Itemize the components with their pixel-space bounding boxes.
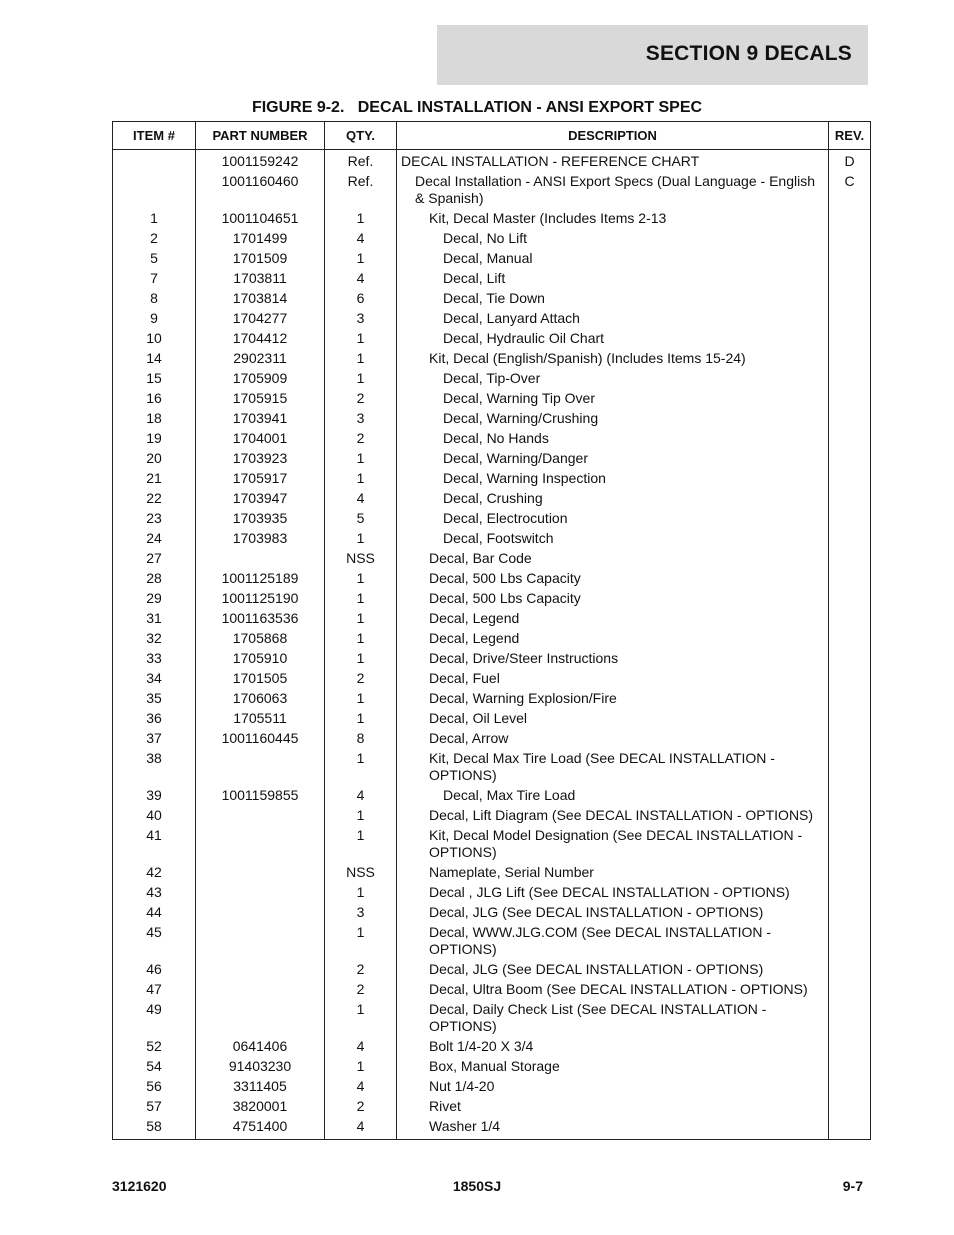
rev-cell — [829, 570, 871, 590]
rev-cell — [829, 630, 871, 650]
table-row — [113, 827, 871, 864]
description-cell: Nut 1/4-20 — [397, 1078, 829, 1098]
footer-model: 1850SJ — [452, 1178, 502, 1194]
qty-cell: 1 — [325, 750, 397, 787]
part-number-cell: 1001125190 — [196, 590, 325, 610]
table-row — [113, 730, 871, 750]
description-cell: Decal, JLG (See DECAL INSTALLATION - OPTIONS) — [397, 904, 829, 924]
qty-cell: 1 — [325, 330, 397, 350]
table-row — [113, 650, 871, 670]
qty-cell: 1 — [325, 350, 397, 370]
table-row — [113, 1078, 871, 1098]
part-number-cell: 1701505 — [196, 670, 325, 690]
item-cell: 2 — [113, 230, 196, 250]
table-row — [113, 1098, 871, 1118]
rev-cell — [829, 650, 871, 670]
part-number-cell: 1703935 — [196, 510, 325, 530]
rev-cell — [829, 430, 871, 450]
description-cell: Nameplate, Serial Number — [397, 864, 829, 884]
qty-cell: 5 — [325, 510, 397, 530]
qty-cell: 1 — [325, 884, 397, 904]
table-row — [113, 173, 871, 210]
item-cell: 15 — [113, 370, 196, 390]
qty-cell: 1 — [325, 570, 397, 590]
qty-cell: Ref. — [325, 173, 397, 210]
item-cell: 47 — [113, 981, 196, 1001]
description-cell: Box, Manual Storage — [397, 1058, 829, 1078]
table-row — [113, 590, 871, 610]
qty-cell: 2 — [325, 1098, 397, 1118]
description-cell: Decal, Lift — [397, 270, 829, 290]
table-row — [113, 630, 871, 650]
qty-cell: 3 — [325, 410, 397, 430]
item-cell: 31 — [113, 610, 196, 630]
table-row — [113, 750, 871, 787]
rev-cell — [829, 530, 871, 550]
qty-cell: NSS — [325, 550, 397, 570]
rev-cell — [829, 750, 871, 787]
item-cell: 41 — [113, 827, 196, 864]
item-cell: 37 — [113, 730, 196, 750]
rev-cell — [829, 290, 871, 310]
description-cell: Decal, No Lift — [397, 230, 829, 250]
qty-cell: 2 — [325, 390, 397, 410]
table-row — [113, 710, 871, 730]
part-number-cell: 2902311 — [196, 350, 325, 370]
rev-cell — [829, 670, 871, 690]
part-number-cell: 1703983 — [196, 530, 325, 550]
rev-cell — [829, 904, 871, 924]
part-number-cell: 1001159855 — [196, 787, 325, 807]
part-number-cell: 1704412 — [196, 330, 325, 350]
qty-cell: 4 — [325, 230, 397, 250]
item-cell: 28 — [113, 570, 196, 590]
description-cell: Decal, Oil Level — [397, 710, 829, 730]
table-row — [113, 330, 871, 350]
part-number-cell — [196, 961, 325, 981]
description-cell: Rivet — [397, 1098, 829, 1118]
rev-cell — [829, 961, 871, 981]
parts-table-body — [113, 150, 871, 1140]
table-row — [113, 270, 871, 290]
part-number-cell: 1001163536 — [196, 610, 325, 630]
part-number-cell — [196, 904, 325, 924]
part-number-cell — [196, 750, 325, 787]
item-cell — [113, 173, 196, 210]
table-row — [113, 904, 871, 924]
description-cell: Kit, Decal (English/Spanish) (Includes Items 15-24) — [397, 350, 829, 370]
table-row — [113, 430, 871, 450]
rev-cell — [829, 1098, 871, 1118]
table-row — [113, 1038, 871, 1058]
item-cell: 32 — [113, 630, 196, 650]
part-number-cell — [196, 807, 325, 827]
qty-cell: 4 — [325, 270, 397, 290]
item-cell: 21 — [113, 470, 196, 490]
description-cell: Decal, 500 Lbs Capacity — [397, 590, 829, 610]
parts-table — [112, 121, 871, 1140]
qty-cell: 1 — [325, 610, 397, 630]
rev-cell — [829, 730, 871, 750]
table-row — [113, 1118, 871, 1140]
rev-cell — [829, 787, 871, 807]
qty-cell: 3 — [325, 310, 397, 330]
rev-cell — [829, 981, 871, 1001]
column-header-part-number: PART NUMBER — [196, 122, 325, 150]
table-row — [113, 807, 871, 827]
qty-cell: NSS — [325, 864, 397, 884]
part-number-cell — [196, 1001, 325, 1038]
table-row — [113, 981, 871, 1001]
qty-cell: 1 — [325, 1001, 397, 1038]
rev-cell — [829, 610, 871, 630]
qty-cell: 2 — [325, 961, 397, 981]
item-cell — [113, 150, 196, 174]
qty-cell: 8 — [325, 730, 397, 750]
part-number-cell: 1705910 — [196, 650, 325, 670]
part-number-cell: 1703814 — [196, 290, 325, 310]
table-row — [113, 961, 871, 981]
item-cell: 9 — [113, 310, 196, 330]
part-number-cell: 3820001 — [196, 1098, 325, 1118]
part-number-cell: 1705915 — [196, 390, 325, 410]
qty-cell: 1 — [325, 690, 397, 710]
rev-cell — [829, 1038, 871, 1058]
description-cell: Decal, Arrow — [397, 730, 829, 750]
part-number-cell: 1701509 — [196, 250, 325, 270]
qty-cell: 2 — [325, 670, 397, 690]
table-row — [113, 1058, 871, 1078]
description-cell: Washer 1/4 — [397, 1118, 829, 1140]
description-cell: Decal, Warning Inspection — [397, 470, 829, 490]
description-cell: Decal, Footswitch — [397, 530, 829, 550]
description-cell: Kit, Decal Model Designation (See DECAL INSTALLATION - OPTIONS) — [397, 827, 829, 864]
description-cell: Decal, Warning/Crushing — [397, 410, 829, 430]
description-cell: Bolt 1/4-20 X 3/4 — [397, 1038, 829, 1058]
qty-cell: 1 — [325, 210, 397, 230]
qty-cell: 4 — [325, 1118, 397, 1140]
rev-cell — [829, 310, 871, 330]
qty-cell: 1 — [325, 370, 397, 390]
description-cell: Decal, Manual — [397, 250, 829, 270]
description-cell: Decal, Warning/Danger — [397, 450, 829, 470]
part-number-cell: 91403230 — [196, 1058, 325, 1078]
rev-cell — [829, 1001, 871, 1038]
table-row — [113, 787, 871, 807]
part-number-cell — [196, 924, 325, 961]
table-row — [113, 864, 871, 884]
item-cell: 19 — [113, 430, 196, 450]
rev-cell — [829, 1058, 871, 1078]
part-number-cell: 1703923 — [196, 450, 325, 470]
table-row — [113, 390, 871, 410]
item-cell: 20 — [113, 450, 196, 470]
footer-page-number: 9-7 — [842, 1178, 863, 1194]
description-cell: Kit, Decal Master (Includes Items 2-13 — [397, 210, 829, 230]
part-number-cell: 1706063 — [196, 690, 325, 710]
item-cell: 42 — [113, 864, 196, 884]
part-number-cell: 1701499 — [196, 230, 325, 250]
description-cell: Decal, Ultra Boom (See DECAL INSTALLATION - OPTIONS) — [397, 981, 829, 1001]
qty-cell: 2 — [325, 981, 397, 1001]
description-cell: Decal, Tip-Over — [397, 370, 829, 390]
table-header-row — [113, 122, 871, 150]
rev-cell — [829, 270, 871, 290]
description-cell: Decal, Warning Explosion/Fire — [397, 690, 829, 710]
qty-cell: 4 — [325, 1078, 397, 1098]
rev-cell — [829, 864, 871, 884]
description-cell: Decal, Drive/Steer Instructions — [397, 650, 829, 670]
table-row — [113, 410, 871, 430]
item-cell: 22 — [113, 490, 196, 510]
rev-cell — [829, 807, 871, 827]
item-cell: 5 — [113, 250, 196, 270]
part-number-cell: 1705511 — [196, 710, 325, 730]
description-cell: Decal, 500 Lbs Capacity — [397, 570, 829, 590]
table-row — [113, 1001, 871, 1038]
table-row — [113, 884, 871, 904]
item-cell: 23 — [113, 510, 196, 530]
description-cell: Decal, JLG (See DECAL INSTALLATION - OPTIONS) — [397, 961, 829, 981]
qty-cell: Ref. — [325, 150, 397, 174]
column-header-rev: REV. — [829, 122, 871, 150]
rev-cell — [829, 710, 871, 730]
table-row — [113, 510, 871, 530]
description-cell: Decal, Legend — [397, 610, 829, 630]
rev-cell — [829, 1078, 871, 1098]
item-cell: 45 — [113, 924, 196, 961]
table-row — [113, 610, 871, 630]
rev-cell — [829, 370, 871, 390]
table-row — [113, 550, 871, 570]
qty-cell: 1 — [325, 590, 397, 610]
item-cell: 57 — [113, 1098, 196, 1118]
part-number-cell: 1704001 — [196, 430, 325, 450]
table-row — [113, 924, 871, 961]
item-cell: 24 — [113, 530, 196, 550]
rev-cell — [829, 490, 871, 510]
qty-cell: 1 — [325, 710, 397, 730]
item-cell: 14 — [113, 350, 196, 370]
qty-cell: 2 — [325, 430, 397, 450]
rev-cell — [829, 1118, 871, 1140]
item-cell: 18 — [113, 410, 196, 430]
qty-cell: 1 — [325, 250, 397, 270]
column-header-item: ITEM # — [113, 122, 196, 150]
qty-cell: 1 — [325, 650, 397, 670]
part-number-cell: 3311405 — [196, 1078, 325, 1098]
description-cell: Decal, Daily Check List (See DECAL INSTALLATION - OPTIONS) — [397, 1001, 829, 1038]
qty-cell: 1 — [325, 450, 397, 470]
qty-cell: 1 — [325, 924, 397, 961]
part-number-cell: 1703811 — [196, 270, 325, 290]
table-row — [113, 470, 871, 490]
description-cell: Decal Installation - ANSI Export Specs (Dual Language - English & Spanish) — [397, 173, 829, 210]
item-cell: 36 — [113, 710, 196, 730]
table-row — [113, 490, 871, 510]
rev-cell — [829, 470, 871, 490]
section-title: SECTION 9 DECALS — [645, 42, 852, 65]
part-number-cell: 1001160445 — [196, 730, 325, 750]
qty-cell: 3 — [325, 904, 397, 924]
item-cell: 7 — [113, 270, 196, 290]
description-cell: Decal, Legend — [397, 630, 829, 650]
item-cell: 1 — [113, 210, 196, 230]
rev-cell — [829, 450, 871, 470]
table-row — [113, 450, 871, 470]
item-cell: 38 — [113, 750, 196, 787]
part-number-cell: 0641406 — [196, 1038, 325, 1058]
description-cell: Decal, Hydraulic Oil Chart — [397, 330, 829, 350]
table-row — [113, 210, 871, 230]
table-row — [113, 250, 871, 270]
qty-cell: 4 — [325, 490, 397, 510]
table-row — [113, 290, 871, 310]
item-cell: 34 — [113, 670, 196, 690]
description-cell: Decal, Warning Tip Over — [397, 390, 829, 410]
part-number-cell — [196, 864, 325, 884]
rev-cell — [829, 590, 871, 610]
item-cell: 52 — [113, 1038, 196, 1058]
item-cell: 29 — [113, 590, 196, 610]
item-cell: 49 — [113, 1001, 196, 1038]
qty-cell: 1 — [325, 807, 397, 827]
part-number-cell: 1705909 — [196, 370, 325, 390]
item-cell: 16 — [113, 390, 196, 410]
description-cell: Decal, Bar Code — [397, 550, 829, 570]
rev-cell — [829, 550, 871, 570]
item-cell: 35 — [113, 690, 196, 710]
item-cell: 46 — [113, 961, 196, 981]
qty-cell: 4 — [325, 1038, 397, 1058]
table-row — [113, 530, 871, 550]
part-number-cell: 1703941 — [196, 410, 325, 430]
section-header-band — [437, 25, 868, 85]
description-cell: Decal, Fuel — [397, 670, 829, 690]
item-cell: 44 — [113, 904, 196, 924]
qty-cell: 1 — [325, 827, 397, 864]
rev-cell — [829, 884, 871, 904]
footer-document-number: 3121620 — [112, 1178, 167, 1194]
item-cell: 10 — [113, 330, 196, 350]
table-row — [113, 350, 871, 370]
description-cell: Decal , JLG Lift (See DECAL INSTALLATION - OPTIONS) — [397, 884, 829, 904]
rev-cell — [829, 510, 871, 530]
item-cell: 33 — [113, 650, 196, 670]
item-cell: 40 — [113, 807, 196, 827]
table-row — [113, 230, 871, 250]
qty-cell: 6 — [325, 290, 397, 310]
part-number-cell: 1704277 — [196, 310, 325, 330]
item-cell: 58 — [113, 1118, 196, 1140]
description-cell: Kit, Decal Max Tire Load (See DECAL INSTALLATION - OPTIONS) — [397, 750, 829, 787]
part-number-cell — [196, 550, 325, 570]
item-cell: 27 — [113, 550, 196, 570]
table-row — [113, 310, 871, 330]
table-row — [113, 150, 871, 174]
item-cell: 39 — [113, 787, 196, 807]
rev-cell — [829, 330, 871, 350]
rev-cell — [829, 230, 871, 250]
description-cell: Decal, Max Tire Load — [397, 787, 829, 807]
part-number-cell: 1001104651 — [196, 210, 325, 230]
description-cell: Decal, Electrocution — [397, 510, 829, 530]
qty-cell: 1 — [325, 630, 397, 650]
rev-cell — [829, 350, 871, 370]
description-cell: Decal, Crushing — [397, 490, 829, 510]
part-number-cell: 1703947 — [196, 490, 325, 510]
part-number-cell: 1001160460 — [196, 173, 325, 210]
description-cell: Decal, No Hands — [397, 430, 829, 450]
description-cell: Decal, Lanyard Attach — [397, 310, 829, 330]
part-number-cell: 4751400 — [196, 1118, 325, 1140]
qty-cell: 1 — [325, 530, 397, 550]
part-number-cell — [196, 884, 325, 904]
qty-cell: 4 — [325, 787, 397, 807]
qty-cell: 1 — [325, 470, 397, 490]
item-cell: 56 — [113, 1078, 196, 1098]
part-number-cell — [196, 827, 325, 864]
part-number-cell: 1001159242 — [196, 150, 325, 174]
figure-title: FIGURE 9-2. DECAL INSTALLATION - ANSI EXPORT SPEC — [251, 99, 703, 116]
rev-cell — [829, 250, 871, 270]
table-row — [113, 670, 871, 690]
item-cell: 43 — [113, 884, 196, 904]
rev-cell — [829, 924, 871, 961]
column-header-description: DESCRIPTION — [397, 122, 829, 150]
column-header-qty: QTY. — [325, 122, 397, 150]
rev-cell — [829, 690, 871, 710]
part-number-cell: 1001125189 — [196, 570, 325, 590]
table-row — [113, 570, 871, 590]
description-cell: Decal, WWW.JLG.COM (See DECAL INSTALLATION - OPTIONS) — [397, 924, 829, 961]
description-cell: Decal, Lift Diagram (See DECAL INSTALLATION - OPTIONS) — [397, 807, 829, 827]
rev-cell: C — [829, 173, 871, 210]
rev-cell — [829, 410, 871, 430]
item-cell: 54 — [113, 1058, 196, 1078]
part-number-cell — [196, 981, 325, 1001]
description-cell: DECAL INSTALLATION - REFERENCE CHART — [397, 150, 829, 174]
rev-cell — [829, 210, 871, 230]
rev-cell — [829, 390, 871, 410]
table-row — [113, 690, 871, 710]
part-number-cell: 1705868 — [196, 630, 325, 650]
part-number-cell: 1705917 — [196, 470, 325, 490]
item-cell: 8 — [113, 290, 196, 310]
rev-cell: D — [829, 150, 871, 174]
table-row — [113, 370, 871, 390]
rev-cell — [829, 827, 871, 864]
qty-cell: 1 — [325, 1058, 397, 1078]
description-cell: Decal, Tie Down — [397, 290, 829, 310]
